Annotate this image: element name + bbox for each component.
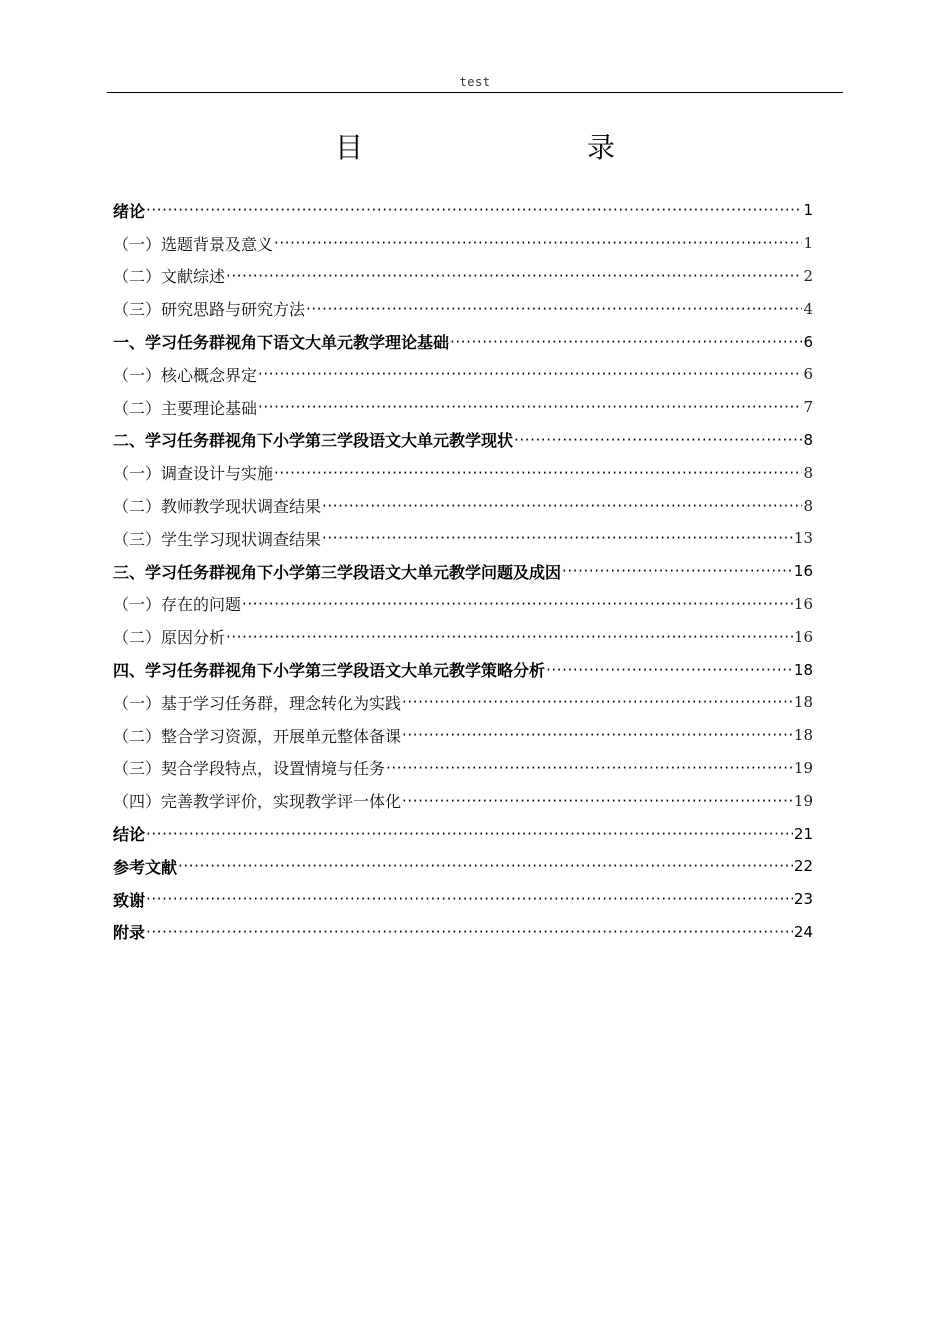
toc-entry[interactable] <box>113 916 813 949</box>
toc-dot-leader <box>242 595 793 613</box>
toc-entry-page-number: 2 <box>803 266 813 285</box>
toc-entry[interactable] <box>113 555 813 588</box>
toc-entry[interactable] <box>113 784 813 817</box>
toc-entry-page-number: 16 <box>793 562 813 581</box>
toc-entry[interactable] <box>113 817 813 850</box>
toc-entry[interactable] <box>113 424 813 457</box>
toc-entry-label: 结论 <box>113 825 146 845</box>
toc-entry[interactable] <box>113 686 813 719</box>
toc-entry-label: （一）存在的问题 <box>113 595 242 615</box>
toc-entry[interactable] <box>113 391 813 424</box>
toc-entry-label: 致谢 <box>113 890 146 910</box>
toc-entry[interactable] <box>113 489 813 522</box>
toc-entry-page-number: 13 <box>793 529 813 548</box>
toc-entry-label: （三）契合学段特点，设置情境与任务 <box>113 759 386 779</box>
toc-entry[interactable] <box>113 456 813 489</box>
toc-entry-label: （一）选题背景及意义 <box>113 234 274 254</box>
toc-dot-leader <box>402 726 793 744</box>
toc-dot-leader <box>146 201 802 219</box>
toc-dot-leader <box>402 792 793 810</box>
toc-entry-label: 附录 <box>113 923 146 943</box>
toc-entry-page-number: 6 <box>803 365 813 384</box>
toc-entry[interactable] <box>113 653 813 686</box>
toc-entry[interactable] <box>113 883 813 916</box>
toc-dot-leader <box>258 398 802 416</box>
toc-entry-label: 三、学习任务群视角下小学第三学段语文大单元教学问题及成因 <box>113 562 562 582</box>
toc-entry-label: （三）学生学习现状调查结果 <box>113 529 322 549</box>
toc-entry[interactable] <box>113 194 813 227</box>
toc-entry-page-number: 19 <box>793 791 813 810</box>
toc-entry-label: 四、学习任务群视角下小学第三学段语文大单元教学策略分析 <box>113 661 546 681</box>
toc-entry-page-number: 19 <box>793 758 813 777</box>
toc-dot-leader <box>178 857 793 875</box>
toc-entry-page-number: 24 <box>793 922 813 941</box>
toc-entry-page-number: 1 <box>803 234 813 253</box>
toc-dot-leader <box>322 529 793 547</box>
toc-entry-label: （一）核心概念界定 <box>113 365 258 385</box>
toc-dot-leader <box>274 234 802 252</box>
toc-entry-label: 一、学习任务群视角下语文大单元教学理论基础 <box>113 333 450 353</box>
toc-dot-leader <box>322 497 802 515</box>
toc-dot-leader <box>274 464 802 482</box>
toc-entry[interactable] <box>113 752 813 785</box>
toc-entry-page-number: 7 <box>803 398 813 417</box>
toc-dot-leader <box>226 628 793 646</box>
toc-title: 目 录 <box>334 131 671 164</box>
toc-entry-page-number: 18 <box>793 726 813 745</box>
toc-entry-page-number: 1 <box>803 201 813 220</box>
toc-entry-label: （四）完善教学评价，实现教学评一体化 <box>113 792 402 812</box>
toc-entry[interactable] <box>113 292 813 325</box>
toc-entry[interactable] <box>113 588 813 621</box>
toc-entry-page-number: 18 <box>793 693 813 712</box>
toc-entry-label: 二、学习任务群视角下小学第三学段语文大单元教学现状 <box>113 431 514 451</box>
toc-entry-page-number: 16 <box>793 627 813 646</box>
toc-entry[interactable] <box>113 227 813 260</box>
toc-entry-page-number: 6 <box>803 332 813 351</box>
toc-dot-leader <box>402 693 793 711</box>
toc-entry-label: （三）研究思路与研究方法 <box>113 300 306 320</box>
toc-entry-page-number: 21 <box>793 824 813 843</box>
toc-entry-page-number: 8 <box>803 496 813 515</box>
toc-entry[interactable] <box>113 620 813 653</box>
toc-dot-leader <box>562 562 793 580</box>
toc-entry-page-number: 8 <box>803 430 813 449</box>
toc-dot-leader <box>146 890 793 908</box>
page-header: test <box>459 75 491 89</box>
toc-dot-leader <box>546 661 793 679</box>
toc-entry[interactable] <box>113 325 813 358</box>
toc-dot-leader <box>226 267 802 285</box>
toc-entry-page-number: 8 <box>803 463 813 482</box>
toc-dot-leader <box>146 923 793 941</box>
toc-entry[interactable] <box>113 719 813 752</box>
toc-entry-label: （二）主要理论基础 <box>113 398 258 418</box>
toc-entry-label: （二）文献综述 <box>113 267 226 287</box>
toc-entry-page-number: 22 <box>793 857 813 876</box>
toc-entry-page-number: 4 <box>803 299 813 318</box>
toc-entry-label: 绪论 <box>113 201 146 221</box>
toc-dot-leader <box>306 300 802 318</box>
toc-entry-page-number: 16 <box>793 594 813 613</box>
toc-entry-page-number: 18 <box>793 660 813 679</box>
toc-entry[interactable] <box>113 522 813 555</box>
toc-entry-label: （二）整合学习资源，开展单元整体备课 <box>113 726 402 746</box>
toc-dot-leader <box>258 365 802 383</box>
toc-dot-leader <box>146 825 793 843</box>
toc-entry-label: （一）基于学习任务群，理念转化为实践 <box>113 693 402 713</box>
header-rule <box>107 92 843 93</box>
toc-entry-page-number: 23 <box>793 890 813 909</box>
toc-dot-leader <box>450 333 802 351</box>
toc-dot-leader <box>514 431 802 449</box>
toc-entry-label: （二）原因分析 <box>113 628 226 648</box>
toc-entry[interactable] <box>113 358 813 391</box>
toc-entry-label: （二）教师教学现状调查结果 <box>113 497 322 517</box>
toc-entry[interactable] <box>113 260 813 293</box>
toc-entry-label: 参考文献 <box>113 857 178 877</box>
toc-entry[interactable] <box>113 850 813 883</box>
toc-dot-leader <box>386 759 793 777</box>
toc-entry-label: （一）调查设计与实施 <box>113 464 274 484</box>
table-of-contents <box>113 194 813 948</box>
